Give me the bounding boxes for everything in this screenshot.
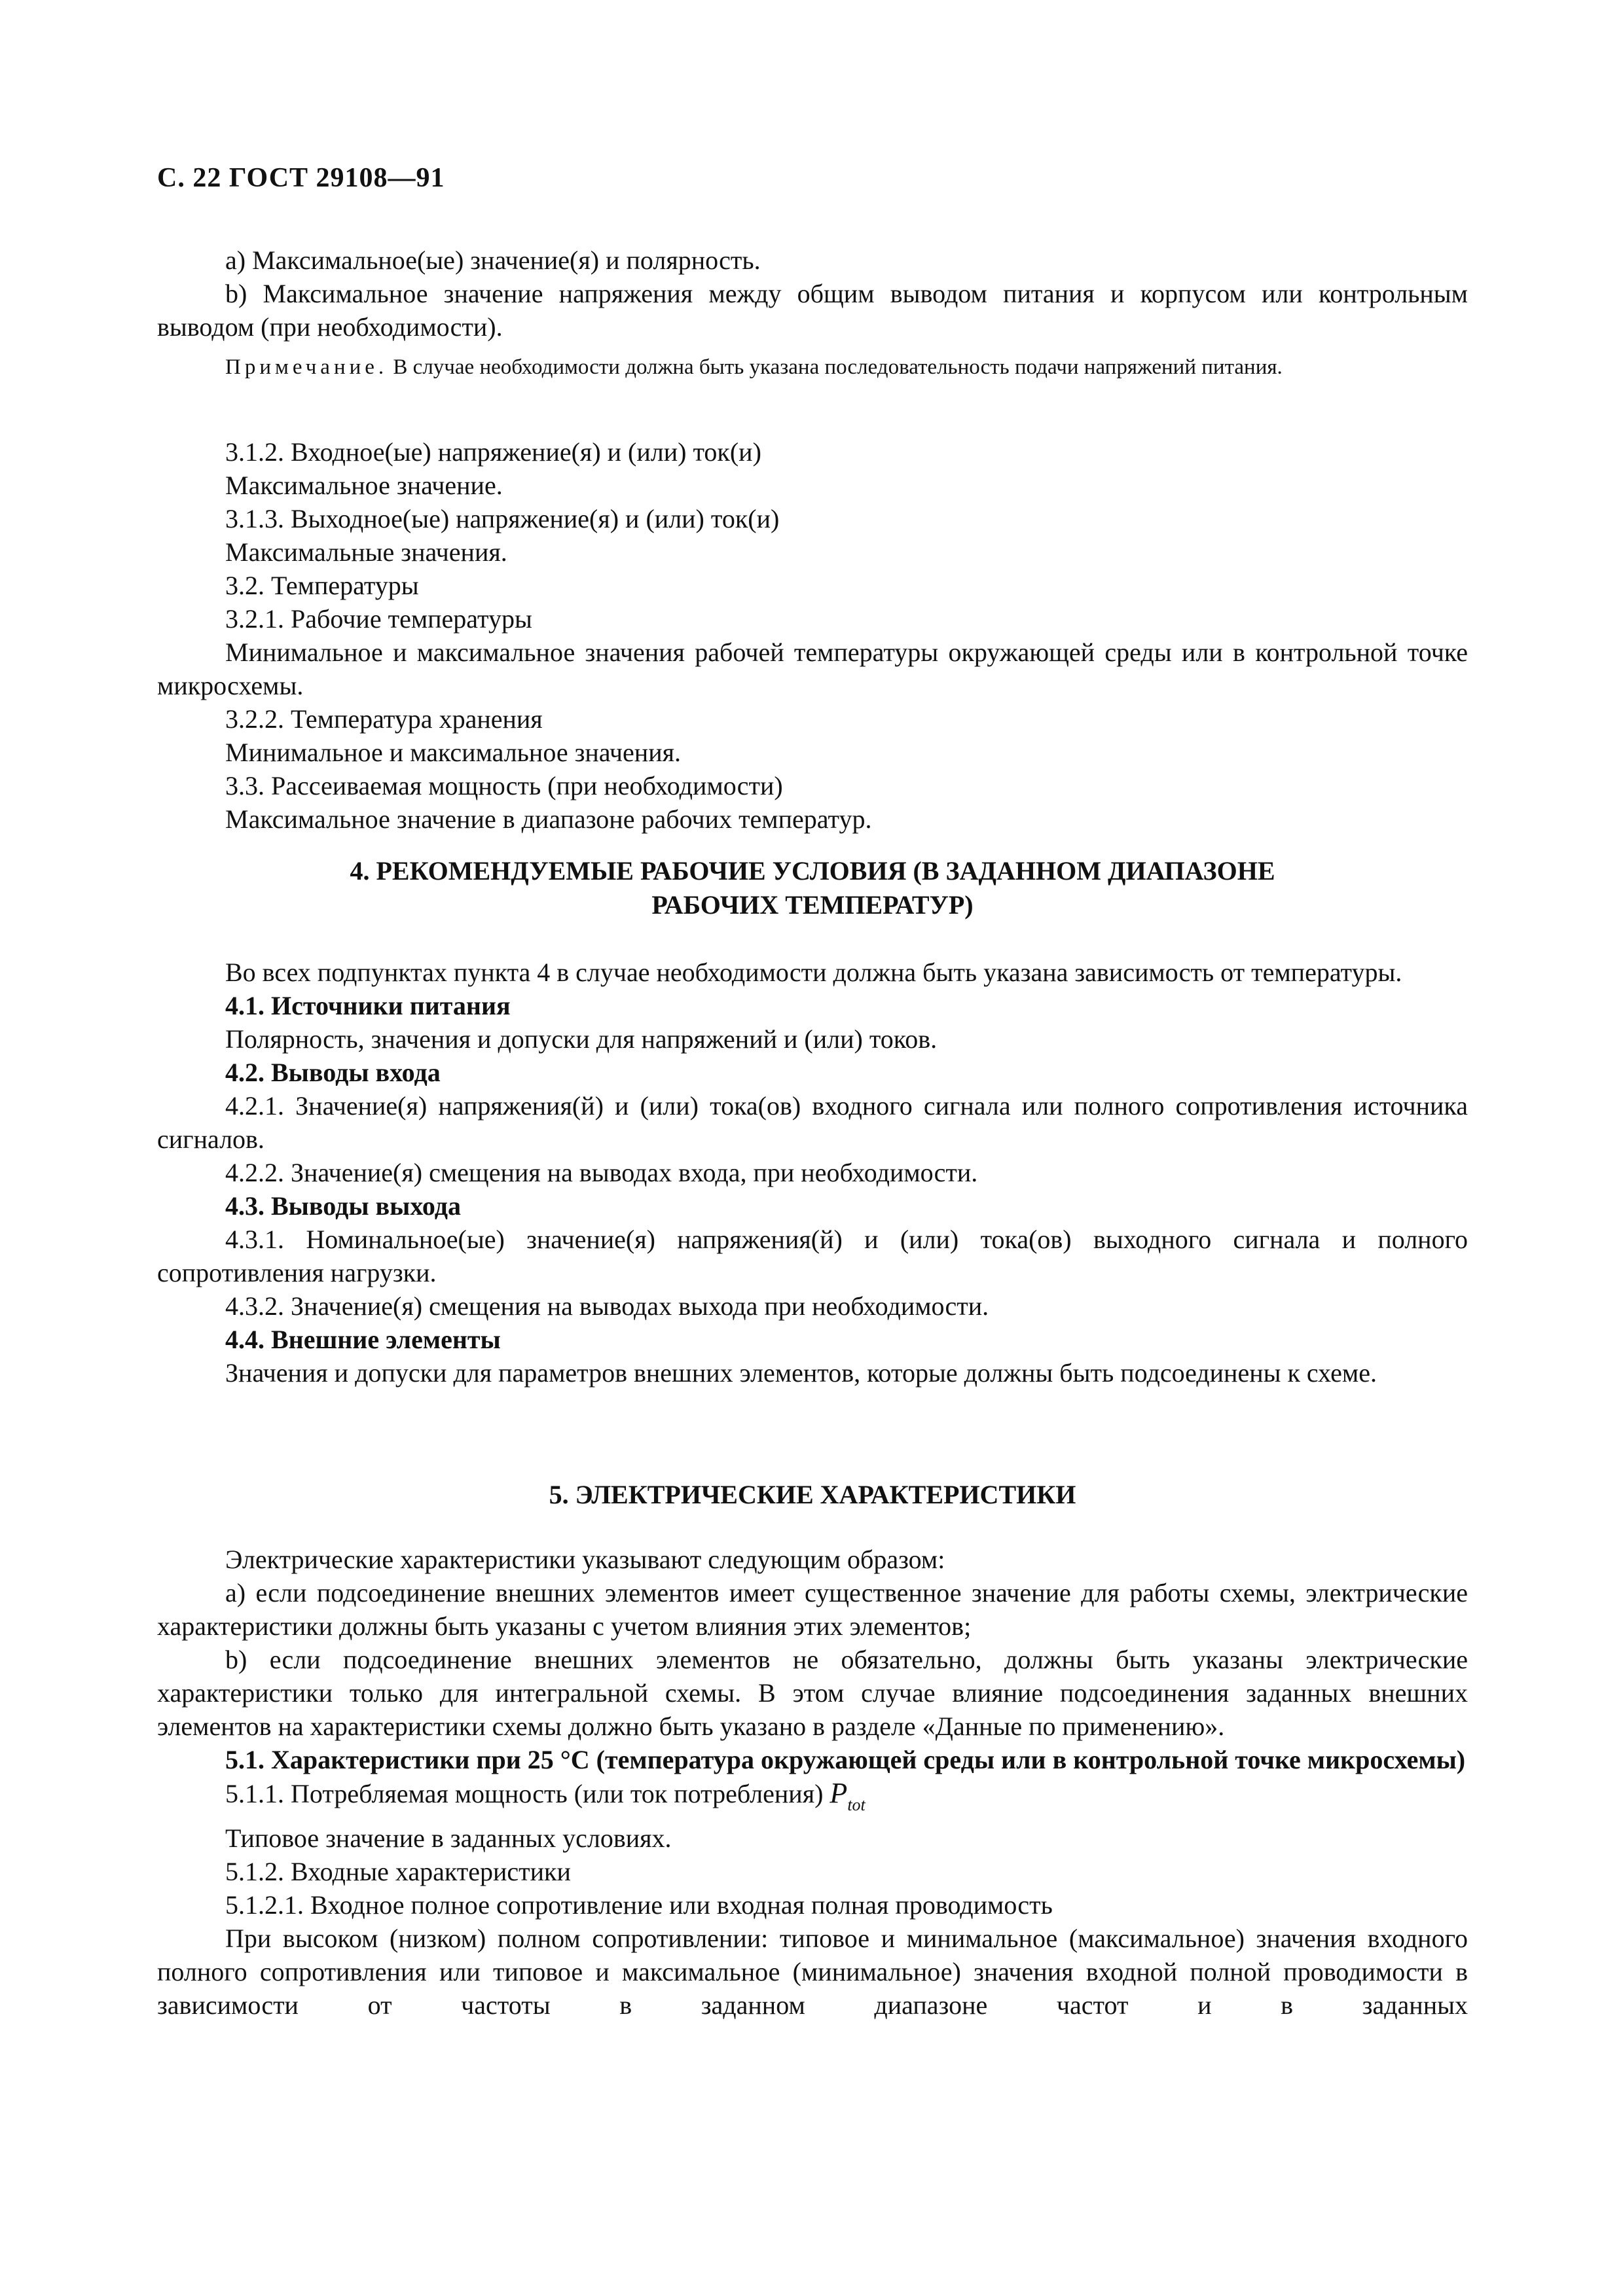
section-4-title-line-2: РАБОЧИХ ТЕМПЕРАТУР) (651, 890, 974, 920)
s4-text-4-4: Значения и допуски для параметров внешних элементов, которые должны быть подсоединены к схеме. (225, 1358, 1377, 1388)
s4-heading-4-3: 4.3. Выводы выхода (225, 1191, 461, 1221)
section-5-title-line: 5. ЭЛЕКТРИЧЕСКИЕ ХАРАКТЕРИСТИКИ (549, 1480, 1076, 1509)
s3-line-10: 3.3. Рассеиваемая мощность (при необходимости) (225, 771, 783, 800)
s5-text-5-1-1-label: 5.1.1. Потребляемая мощность (или ток потребления) (225, 1779, 830, 1808)
s3-line-1: 3.1.2. Входное(ые) напряжение(я) и (или) ток(и) (225, 437, 761, 467)
section-5-body (157, 1543, 1468, 2022)
top-block (157, 243, 1468, 382)
s5-item-b: b) если подсоединение внешних элементов не обязательно, должны быть указаны электрические характеристики только для интегральной схемы. В этом случае влияние подсоединения заданных внешних элементов на характеристики схемы должно быть указано в разделе «Данные по применению». (157, 1645, 1468, 1741)
section-4-body (157, 956, 1468, 1390)
s5-text-5-1-1b: Типовое значение в заданных условиях. (225, 1823, 672, 1853)
item-b: b) Максимальное значение напряжения между общим выводом питания и корпусом или контрольным выводом (при необходимости). (157, 279, 1468, 342)
s5-intro: Электрические характеристики указывают следующим образом: (225, 1545, 945, 1574)
s4-text-4-3-1: 4.3.1. Номинальное(ые) значение(я) напряжения(й) и (или) тока(ов) выходного сигнала и полного сопротивления нагрузки. (157, 1225, 1468, 1287)
s3-line-7: Минимальное и максимальное значения рабочей температуры окружающей среды или в контрольной точке микросхемы. (157, 637, 1468, 700)
s3-line-4: Максимальные значения. (225, 537, 507, 567)
s4-heading-4-4: 4.4. Внешние элементы (225, 1325, 501, 1354)
s5-text-5-1-2-1: 5.1.2.1. Входное полное сопротивление или входная полная проводимость (225, 1890, 1053, 1920)
s3-line-11: Максимальное значение в диапазоне рабочих температур. (225, 804, 872, 834)
section-5-title (157, 1478, 1468, 1512)
item-a: а) Максимальное(ые) значение(я) и полярность. (225, 245, 761, 275)
note (157, 353, 1468, 382)
note-label: Примечание. (225, 355, 388, 379)
s4-intro: Во всех подпунктах пункта 4 в случае необходимости должна быть указана зависимость от температуры. (225, 958, 1402, 987)
section-3-block (157, 435, 1468, 836)
s4-heading-4-2: 4.2. Выводы входа (225, 1058, 441, 1087)
s3-line-6: 3.2.1. Рабочие температуры (225, 604, 532, 634)
s4-text-4-1: Полярность, значения и допуски для напряжений и (или) токов. (225, 1024, 938, 1054)
s4-text-4-2-2: 4.2.2. Значение(я) смещения на выводах входа, при необходимости. (225, 1158, 978, 1187)
s4-heading-4-1: 4.1. Источники питания (225, 991, 511, 1020)
s5-heading-5-1: 5.1. Характеристики при 25 °С (температура окружающей среды или в контрольной точке микросхемы) (225, 1745, 1466, 1774)
s3-line-8: 3.2.2. Температура хранения (225, 704, 543, 734)
s4-text-4-2-1: 4.2.1. Значение(я) напряжения(й) и (или) тока(ов) входного сигнала или полного сопротивления источника сигналов. (157, 1091, 1468, 1154)
section-4-title-line-1: 4. РЕКОМЕНДУЕМЫЕ РАБОЧИЕ УСЛОВИЯ (В ЗАДАННОМ ДИАПАЗОНЕ (350, 856, 1275, 886)
page-header: С. 22 ГОСТ 29108—91 (157, 163, 445, 193)
s5-text-5-1-1 (157, 1776, 1468, 1821)
s4-text-4-3-2: 4.3.2. Значение(я) смещения на выводах выхода при необходимости. (225, 1291, 989, 1321)
s5-item-a: а) если подсоединение внешних элементов имеет существенное значение для работы схемы, электрические характеристики должны быть указаны с учетом влияния этих элементов; (157, 1578, 1468, 1641)
s3-line-5: 3.2. Температуры (225, 571, 419, 600)
s5-text-5-1-2: 5.1.2. Входные характеристики (225, 1857, 571, 1886)
s3-line-3: 3.1.3. Выходное(ые) напряжение(я) и (или) ток(и) (225, 504, 780, 533)
section-4-title (157, 854, 1468, 922)
s3-line-9: Минимальное и максимальное значения. (225, 738, 682, 767)
s3-line-2: Максимальное значение. (225, 471, 503, 500)
p-tot-symbol: P (830, 1777, 848, 1809)
note-text: В случае необходимости должна быть указана последовательность подачи напряжений питания. (388, 355, 1283, 379)
p-tot-subscript: tot (847, 1795, 866, 1814)
s5-text-5-1-2-1b: При высоком (низком) полном сопротивлении: типовое и минимальное (максимальное) значения входного полного сопротивления или типовое и максимальное (минимальное) значения входной полной проводимости в зависимости от частоты в заданном диапазоне частот и в заданных (157, 1924, 1468, 2020)
